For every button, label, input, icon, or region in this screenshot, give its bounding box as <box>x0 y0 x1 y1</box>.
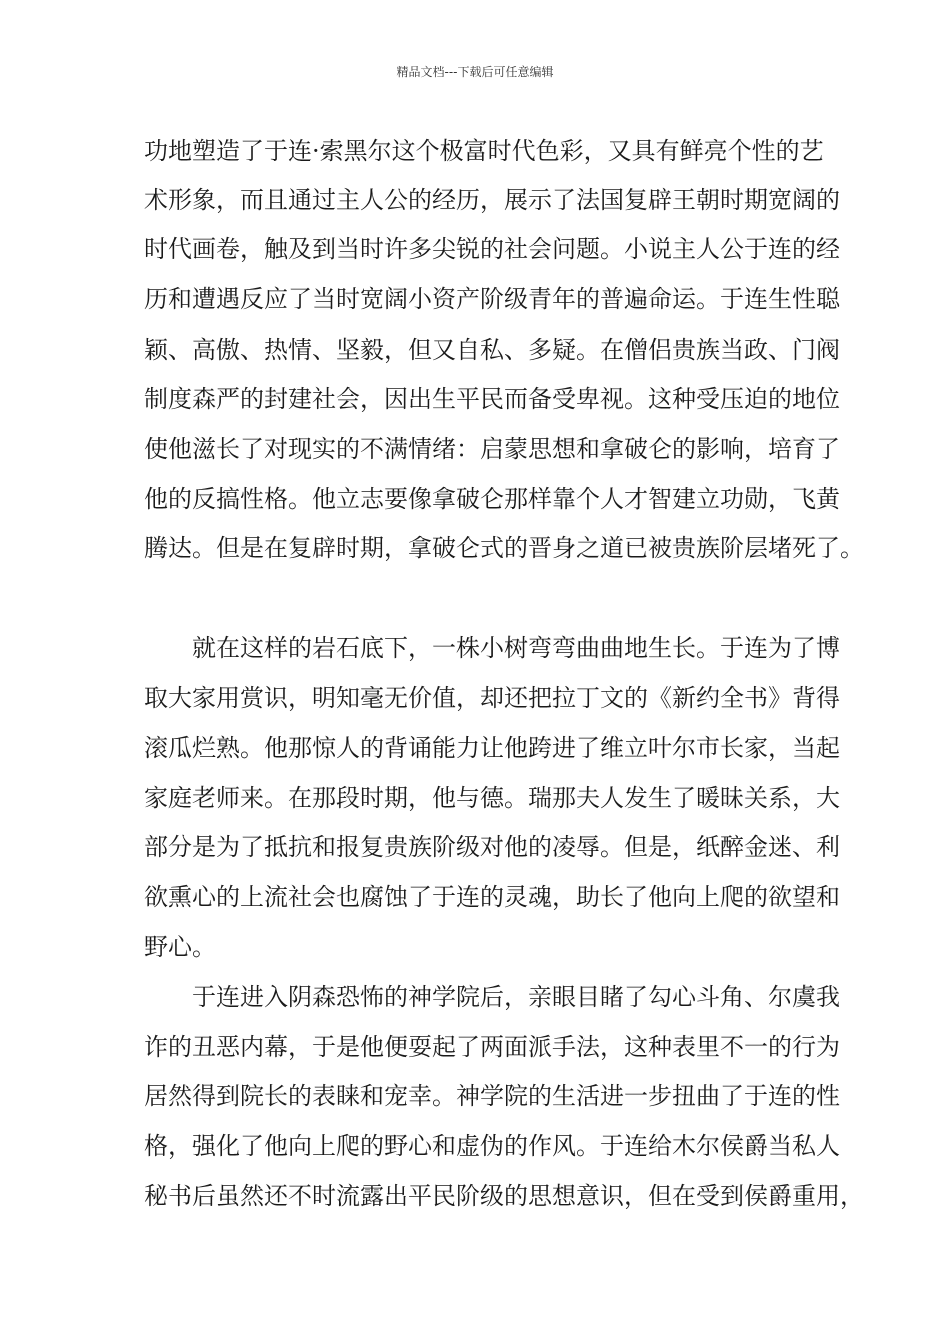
paragraph-line: 他的反搞性格。他立志要像拿破仑那样靠个人才智建立功勋，飞黄 <box>144 485 840 513</box>
paragraph-line: 滚瓜烂熟。他那惊人的背诵能力让他跨进了维立叶尔市长家，当起 <box>144 734 840 762</box>
paragraph-line: 颖、高傲、热情、坚毅，但又自私、多疑。在僧侣贵族当政、门阀 <box>144 336 840 364</box>
paragraph-line: 就在这样的岩石底下，一株小树弯弯曲曲地生长。于连为了博 <box>192 634 840 662</box>
paragraph-line: 诈的丑恶内幕，于是他便耍起了两面派手法，这种表里不一的行为 <box>144 1033 840 1061</box>
paragraph-line: 历和遭遇反应了当时宽阔小资产阶级青年的普遍命运。于连生性聪 <box>144 285 840 313</box>
page-header: 精品文档---下载后可任意编辑 <box>396 65 554 79</box>
paragraph-line: 野心。 <box>144 933 216 961</box>
paragraph-line: 家庭老师来。在那段时期，他与德。瑞那夫人发生了暖昧关系，大 <box>144 784 840 812</box>
paragraph-line: 居然得到院长的表睐和宠幸。神学院的生活进一步扭曲了于连的性 <box>144 1082 840 1110</box>
paragraph-line: 格，强化了他向上爬的野心和虚伪的作风。于连给木尔侯爵当私人 <box>144 1132 840 1160</box>
paragraph-line: 欲熏心的上流社会也腐蚀了于连的灵魂，助长了他向上爬的欲望和 <box>144 883 840 911</box>
paragraph-line: 制度森严的封建社会，因出生平民而备受卑视。这种受压迫的地位 <box>144 385 840 413</box>
paragraph-line: 术形象，而且通过主人公的经历，展示了法国复辟王朝时期宽阔的 <box>144 186 840 214</box>
paragraph-line: 于连进入阴森恐怖的神学院后，亲眼目睹了勾心斗角、尔虞我 <box>192 983 840 1011</box>
paragraph-line: 使他滋长了对现实的不满情绪：启蒙思想和拿破仑的影响，培育了 <box>144 435 840 463</box>
paragraph-line: 部分是为了抵抗和报复贵族阶级对他的凌辱。但是，纸醉金迷、利 <box>144 833 840 861</box>
paragraph-line: 腾达。但是在复辟时期，拿破仑式的晋身之道已被贵族阶层堵死了。 <box>144 534 864 562</box>
paragraph-line: 功地塑造了于连·索黑尔这个极富时代色彩，又具有鲜亮个性的艺 <box>144 137 824 165</box>
paragraph-line: 取大家用赏识，明知毫无价值，却还把拉丁文的《新约全书》背得 <box>144 684 840 712</box>
paragraph-line: 秘书后虽然还不时流露出平民阶级的思想意识，但在受到侯爵重用， <box>144 1182 864 1210</box>
paragraph-line: 时代画卷，触及到当时许多尖锐的社会问题。小说主人公于连的经 <box>144 235 840 263</box>
